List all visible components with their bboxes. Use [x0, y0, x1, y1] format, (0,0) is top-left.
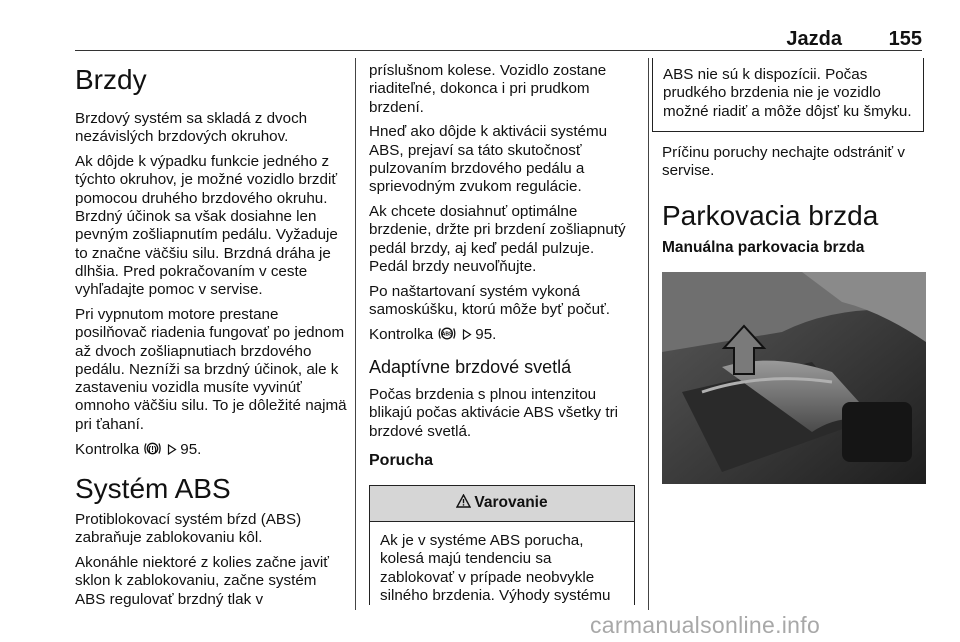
kontrolka-line	[75, 441, 347, 459]
paragraph: Príčinu poruchy nechajte odstrániť v servise.	[662, 143, 905, 180]
warning-box	[369, 485, 635, 605]
page-number: 155	[888, 28, 922, 50]
warning-box-continued	[652, 58, 924, 132]
column-divider	[355, 58, 356, 610]
warning-triangle-icon	[456, 494, 471, 512]
paragraph: príslušnom kolese. Vozidlo zostane riaditeľné, dokonca i pri prudkom brzdení.	[369, 62, 607, 116]
paragraph: Ak dôjde k výpadku funkcie jedného z týchto okruhov, je možné vozidlo brzdiť pomocou druhého brzdového okruhu. Brzdný účinok sa však dosiahne len pevným zošliapnutím pedálu. Vyžaduje to značne väčšiu silu. Brzdná dráha je dlhšia. Pred pokračovaním v ceste vyhľadajte pomoc v servise.	[75, 153, 338, 299]
abs-warning-icon	[437, 326, 461, 343]
paragraph: Akonáhle niektoré z kolies začne javiť sklon k zablokovaniu, začne systém ABS regulovať brzdný tlak v	[75, 553, 329, 608]
paragraph: Hneď ako dôjde k aktivácii systému ABS, prejaví sa táto skutočnosť pulzovaním brzdového pedálu a sprievodným zvukom regulácie.	[369, 123, 608, 196]
heading-adaptive-brake-lights: Adaptívne brzdové svetlá	[369, 357, 572, 378]
warning-body: Ak je v systéme ABS porucha, kolesá majú tendenciu sa zablokovať v prípade neobvykle silného brzdenia. Výhody systému	[380, 532, 611, 604]
section-title: Jazda	[786, 28, 842, 50]
column-2	[369, 62, 635, 605]
abs-warning-symbol: ABS	[442, 331, 453, 338]
heading-brzdy: Brzdy	[75, 64, 147, 95]
paragraph: Po naštartovaní systém vykoná samoskúšku, ktorú môže byť počuť.	[369, 282, 610, 319]
column-1	[75, 62, 347, 615]
paragraph: Protiblokovací systém bŕzd (ABS) zabraňuje zablokovaniu kôl.	[75, 510, 302, 547]
heading-parking-brake: Parkovacia brzda	[662, 200, 879, 232]
header-rule	[75, 50, 922, 51]
heading-porucha: Porucha	[369, 452, 434, 470]
brake-warning-icon	[143, 441, 166, 458]
kontrolka-page-ref[interactable]: 95.	[475, 325, 497, 343]
kontrolka-label: Kontrolka	[75, 440, 140, 458]
paragraph: Brzdový systém sa skladá z dvoch nezávislých brzdových okruhov.	[75, 110, 308, 146]
watermark: carmanualsonline.info	[590, 612, 821, 638]
paragraph: Pri vypnutom motore prestane posilňovač riadenia fungovať po jednom až dvoch zošliapnutiach brzdového pedálu. Nezníži sa brzdný účinok, ale k zastaveniu vozidla musíte vyvinúť omnoho väčšiu silu. To je dôležité najmä pri ťahaní.	[75, 305, 347, 433]
kontrolka-line	[369, 326, 635, 344]
heading-abs: Systém ABS	[75, 472, 231, 504]
paragraph: Počas brzdenia s plnou intenzitou blikajú počas aktivácie ABS všetky tri brzdové svetlá.	[369, 386, 619, 440]
column-3	[662, 62, 926, 484]
brake-warning-symbol: (!)	[148, 443, 158, 454]
heading-manual-parking-brake: Manuálna parkovacia brzda	[662, 239, 865, 257]
kontrolka-page-ref[interactable]: 95.	[180, 440, 202, 458]
page-reference-arrow-icon	[167, 442, 181, 457]
warning-continued-text: ABS nie sú k dispozícii. Počas prudkého brzdenia nie je vozidlo možné riadiť a môže dôjsť ku šmyku.	[663, 66, 912, 120]
warning-title: Varovanie	[474, 494, 548, 512]
paragraph: Ak chcete dosiahnuť optimálne brzdenie, držte pri brzdení zošliapnutý pedál brzdy, aj keď pedál pulzuje. Pedál brzdy neuvoľňujte.	[369, 203, 626, 275]
parking-brake-photo	[662, 272, 926, 484]
kontrolka-label: Kontrolka	[369, 325, 434, 343]
column-divider	[648, 58, 649, 610]
page-header	[75, 30, 922, 58]
page-reference-arrow-icon	[462, 327, 476, 342]
warning-header	[370, 486, 634, 522]
